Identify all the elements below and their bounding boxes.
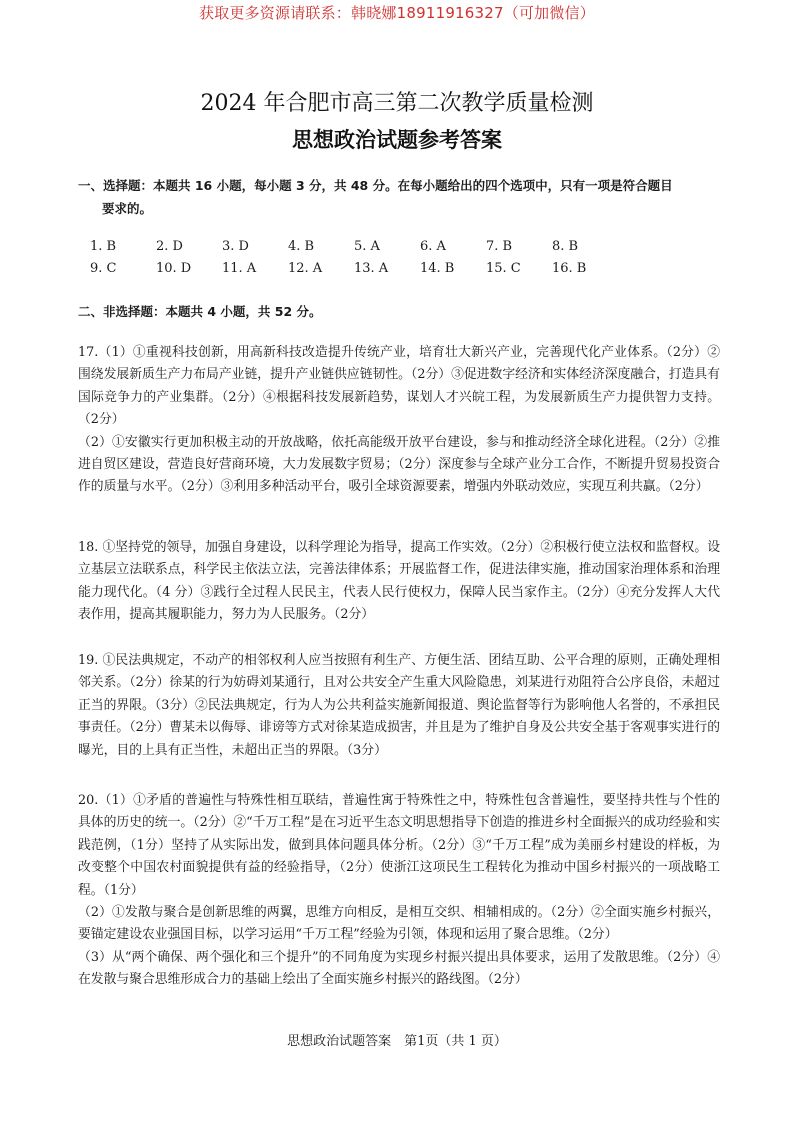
answer-item: 11. A <box>222 261 257 276</box>
choice-answers <box>90 236 592 280</box>
answer-item: 3. D <box>222 239 249 254</box>
answer-key-title: 思想政治试题参考答案 <box>292 128 502 152</box>
page-footer: 思想政治试题答案 第1页（共 1 页） <box>287 1034 507 1049</box>
q19-text: 19. ①民法典规定，不动产的相邻权利人应当按照有利生产、方便生活、团结互助、公平合理的原则，正确处理相邻关系。（2分）徐某的行为妨碍刘某通行，且对公共安全产生重大风险隐患，刘某进行劝阻符合公序良俗，未超过正当的界限。（3分）②民法典规定，行为人为公共利益实施新闻报道、舆论监督等行为影响他人名誉的，不承担民事责任。（2分）曹某未以侮辱、诽谤等方式对徐某造成损害，并且是为了维护自身及公共安全基于客观事实进行的曝光，目的上具有正当性，未超出正当的界限。（3分） <box>78 653 720 758</box>
answer-item: 7. B <box>486 239 513 254</box>
question-20-answer <box>78 790 720 992</box>
q20-part1: 20.（1）①矛盾的普遍性与特殊性相互联结，普遍性寓于特殊性之中，特殊性包含普遍性，要坚持共性与个性的具体的历史的统一。（2分）②“千万工程”是在习近平生态文明思想指导下创造的推进乡村全面振兴的成功经验和实践范例，（1分）坚持了从实际出发，做到具体问题具体分析。（2分）③“千万工程”成为美丽乡村建设的样板，为改变整个中国农村面貌提供有益的经验指导，（2分）使浙江这项民生工程转化为推动中国乡村振兴的一项战略工程。（1分） <box>78 793 720 898</box>
section1-heading-line1: 一、选择题：本题共 16 小题，每小题 3 分，共 48 分。在每小题给出的四个选项中，只有一项是符合题目 <box>78 178 673 193</box>
answer-item: 2. D <box>156 239 183 254</box>
question-18-answer <box>78 537 720 627</box>
contact-watermark: 获取更多资源请联系：韩晓娜18911916327（可加微信） <box>199 4 595 22</box>
answer-item: 9. C <box>90 261 117 276</box>
q17-part1: 17.（1）①重视科技创新，用高新科技改造提升传统产业，培育壮大新兴产业，完善现代化产业体系。（2分）②围绕发展新质生产力布局产业链，提升产业链供应链韧性。（2分）③促进数字经济和实体经济深度融合，打造具有国际竞争力的产业集群。（2分）④根据科技发展新趋势，谋划人才兴皖工程，为发展新质生产力提供智力支持。（2分） <box>78 345 720 428</box>
answer-item: 16. B <box>552 261 587 276</box>
answer-item: 4. B <box>288 239 315 254</box>
section1-heading-line2: 要求的。 <box>102 201 153 216</box>
answer-item: 10. D <box>156 261 192 276</box>
exam-title: 2024 年合肥市高三第二次教学质量检测 <box>200 91 594 116</box>
section-multiple-choice-heading <box>78 174 720 220</box>
answer-item: 8. B <box>552 239 579 254</box>
answer-item: 13. A <box>354 261 389 276</box>
answer-item: 12. A <box>288 261 323 276</box>
answer-item: 15. C <box>486 261 521 276</box>
answer-item: 5. A <box>354 239 380 254</box>
question-19-answer <box>78 650 720 762</box>
section-open-questions-heading: 二、非选择题：本题共 4 小题，共 52 分。 <box>78 304 322 319</box>
answer-item: 6. A <box>420 239 446 254</box>
q20-part2: （2）①发散与聚合是创新思维的两翼，思维方向相反，是相互交织、相辅相成的。（2分）②全面实施乡村振兴，要锚定建设农业强国目标，以学习运用“千万工程”经验为引领，体现和运用了聚合思维。（2分） <box>78 905 720 943</box>
q20-part3: （3）从“两个确保、两个强化和三个提升”的不同角度为实现乡村振兴提出具体要求，运用了发散思维。（2分）④在发散与聚合思维形成合力的基础上绘出了全面实施乡村振兴的路线图。（2分） <box>78 949 720 988</box>
answer-row <box>90 258 592 280</box>
answer-item: 14. B <box>420 261 455 276</box>
q18-text: 18. ①坚持党的领导，加强自身建设，以科学理论为指导，提高工作实效。（2分）②积极行使立法权和监督权。设立基层立法联系点，科学民主依法立法，完善法律体系；开展监督工作，促进法律实施，推动国家治理体系和治理能力现代化。（4 分）③践行全过程人民民主，代表人民行使权力，保障人民当家作主。（2分）④充分发挥人大代表作用，提高其履职能力，努力为人民服务。（2分） <box>78 540 720 623</box>
answer-row <box>90 236 592 258</box>
answer-item: 1. B <box>90 239 117 254</box>
q17-part2: （2）①安徽实行更加积极主动的开放战略，依托高能级开放平台建设，参与和推动经济全球化进程。（2分）②推进自贸区建设，营造良好营商环境，大力发展数字贸易；（2分）深度参与全球产业分工合作，不断提升贸易投资合作的质量与水平。（2分）③利用多种活动平台，吸引全球资源要素，增强内外联动效应，实现互利共赢。（2分） <box>78 434 720 495</box>
question-17-answer <box>78 342 720 499</box>
